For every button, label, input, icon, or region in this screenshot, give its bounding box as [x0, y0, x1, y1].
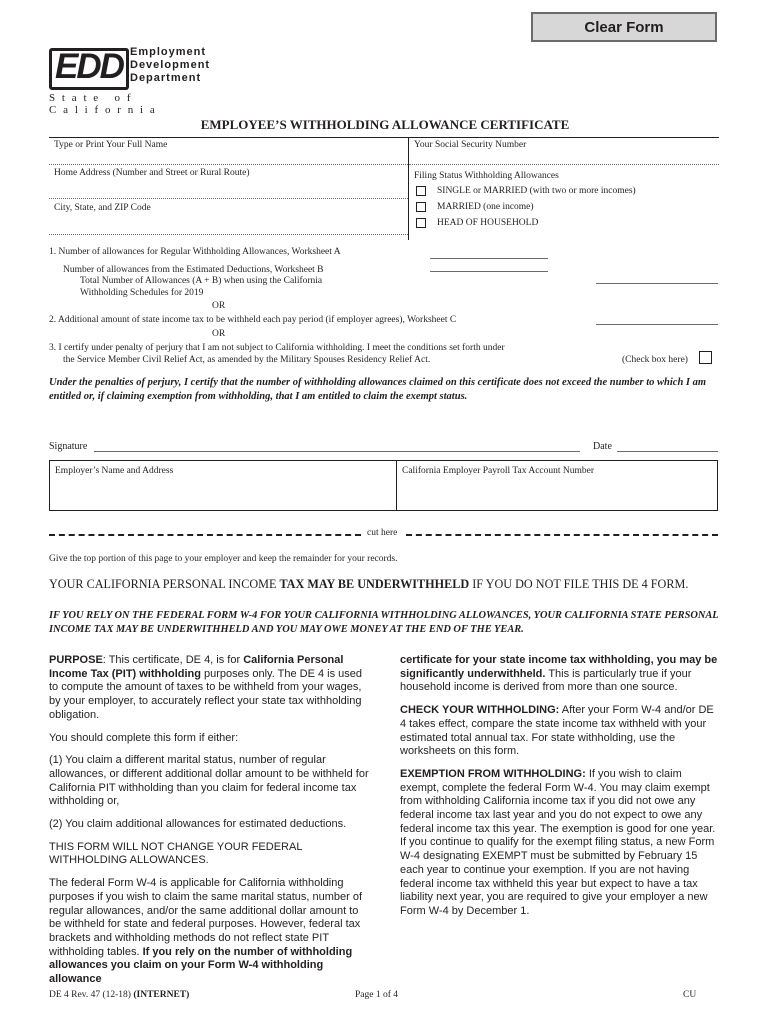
federal-text: The federal Form W-4 is applicable for California withholding purposes if you wish to claim the same marital status, number of regular allowances, and/or the same additional dollar amount to be withheld for state and federal purposes. However, federal tax brackets and withholding methods do not reflect state PIT withholding tables.	[49, 877, 363, 958]
give-top-note: Give the top portion of this page to your employer and keep the remainder for your records.	[49, 554, 398, 564]
exemption-paragraph	[400, 768, 722, 919]
employer-name-input[interactable]	[55, 480, 391, 506]
form-id-internet: (INTERNET)	[133, 990, 190, 1000]
ssn-label: Your Social Security Number	[414, 140, 527, 150]
head-of-household-checkbox[interactable]	[416, 218, 426, 228]
form-id	[49, 990, 189, 1000]
form-id-text: DE 4 Rev. 47 (12-18)	[49, 990, 134, 1000]
purpose-bold-1: California Personal Income Tax (PIT) withholding	[49, 654, 344, 680]
cut-line-right	[406, 534, 718, 536]
perjury-statement: Under the penalties of perjury, I certify that the number of withholding allowances claimed on this certificate does not exceed the number to which I am entitled or, if claiming exemption from withholding, that I am entitled to claim the exempt status.	[49, 377, 707, 402]
full-name-input[interactable]	[54, 152, 404, 163]
line3-label: 3. I certify under penalty of perjury that I am not subject to California withholding. I meet the conditions set forth under	[49, 343, 505, 353]
headline-text-bold: TAX MAY BE UNDERWITHHELD	[279, 577, 470, 591]
instructions-right-column	[400, 654, 722, 928]
complete-if: You should complete this form if either:	[49, 731, 239, 744]
instructions-left-column	[49, 654, 369, 996]
check-withholding-paragraph	[400, 704, 722, 759]
filing-option-single: SINGLE or MARRIED (with two or more incomes)	[437, 186, 636, 196]
underwithheld-text: This is particularly true if your household income is derived from more than one source.	[400, 667, 692, 694]
clear-form-button[interactable]: Clear Form	[531, 12, 717, 42]
federal-w4-warning: IF YOU RELY ON THE FEDERAL FORM W-4 FOR YOUR CALIFORNIA WITHHOLDING ALLOWANCES, YOUR CALIFORNIA STATE PERSONAL INCOME TAX MAY BE UNDERWITHHELD AND YOU MAY OWE MONEY AT THE END OF THE YEAR.	[49, 610, 719, 635]
line1c-label-2: Withholding Schedules for 2019	[80, 288, 204, 298]
page-title: EMPLOYEE’S WITHHOLDING ALLOWANCE CERTIFICATE	[200, 117, 570, 132]
signature-input[interactable]	[94, 451, 580, 452]
edd-logo	[49, 46, 214, 116]
payroll-account-label: California Employer Payroll Tax Account Number	[402, 466, 595, 476]
line3-label-2: the Service Member Civil Relief Act, as amended by the Military Spouses Residency Relief Act.	[63, 355, 431, 365]
logo-line-employment: Employment	[130, 46, 207, 58]
check-withholding-text: After your Form W-4 and/or DE 4 takes effect, compare the state income tax withheld with your estimated total annual tax. For state withholding, use the worksheets on this form.	[400, 704, 714, 758]
federal-bold: If you rely on the number of withholding allowances you claim on your Form W-4 withholding allowance	[49, 945, 353, 986]
line1b-label: Number of allowances from the Estimated Deductions, Worksheet B	[63, 265, 324, 275]
city-input[interactable]	[54, 216, 404, 230]
form-divider	[408, 137, 409, 240]
logo-line-development: Development	[130, 59, 211, 71]
reason-2: (2) You claim additional allowances for estimated deductions.	[49, 818, 347, 831]
purpose-text-1: : This certificate, DE 4, is for	[102, 654, 244, 666]
underwithheld-paragraph	[400, 654, 722, 695]
employer-box-divider	[396, 460, 397, 511]
name-field-rule	[49, 164, 408, 165]
date-label: Date	[593, 441, 612, 452]
exemption-label: EXEMPTION FROM WITHHOLDING:	[400, 767, 586, 780]
check-box-here-label: (Check box here)	[622, 355, 688, 365]
home-address-input[interactable]	[54, 181, 404, 195]
ssn-field-rule	[409, 164, 719, 165]
payroll-account-input[interactable]	[402, 480, 713, 506]
signature-label: Signature	[49, 441, 88, 452]
full-name-label: Type or Print Your Full Name	[54, 140, 168, 150]
edd-logo-text: EDD	[55, 47, 123, 86]
ssn-input[interactable]	[414, 152, 714, 163]
line1c-label: Total Number of Allowances (A + B) when using the California	[80, 276, 323, 286]
line2-input[interactable]	[596, 324, 718, 325]
line1-input[interactable]	[430, 258, 548, 259]
line1-label: 1. Number of allowances for Regular Withholding Allowances, Worksheet A	[49, 247, 341, 257]
city-field-rule	[49, 234, 408, 235]
cut-line-left	[49, 534, 361, 536]
employer-name-label: Employer’s Name and Address	[55, 466, 174, 476]
filing-option-married: MARRIED (one income)	[437, 202, 534, 212]
logo-line-department: Department	[130, 72, 202, 84]
married-one-income-checkbox[interactable]	[416, 202, 426, 212]
cut-here-label: cut here	[367, 528, 398, 538]
city-label: City, State, and ZIP Code	[54, 203, 151, 213]
filing-option-head: HEAD OF HOUSEHOLD	[437, 218, 539, 228]
purpose-label: PURPOSE	[49, 654, 103, 666]
line1c-input[interactable]	[596, 283, 718, 284]
address-field-rule	[49, 198, 408, 199]
or-separator-2: OR	[212, 329, 226, 339]
home-address-label: Home Address (Number and Street or Rural Route)	[54, 168, 250, 178]
no-change-note: THIS FORM WILL NOT CHANGE YOUR FEDERAL WITHHOLDING ALLOWANCES.	[49, 840, 303, 867]
purpose-paragraph	[49, 654, 369, 723]
exempt-checkbox[interactable]	[699, 351, 712, 364]
page-number: Page 1 of 4	[355, 990, 399, 1000]
headline-text-1: YOUR CALIFORNIA PERSONAL INCOME	[49, 577, 280, 591]
footer-code: CU	[683, 990, 697, 1000]
single-married-checkbox[interactable]	[416, 186, 426, 196]
purpose-text-2: purposes only. The DE 4 is used to compute the amount of taxes to be withheld from your wages, by your employer, to accurately reflect your state tax withholding obligation.	[49, 667, 362, 721]
underwithheld-bold: certificate for your state income tax withholding, you may be significantly underwithheld.	[400, 654, 718, 680]
federal-w4-paragraph	[49, 877, 369, 987]
filing-status-label: Filing Status Withholding Allowances	[414, 171, 559, 181]
headline-text-2: IF YOU DO NOT FILE THIS DE 4 FORM.	[469, 577, 689, 591]
check-withholding-label: CHECK YOUR WITHHOLDING:	[400, 704, 560, 717]
exemption-text: If you wish to claim exempt, complete the federal Form W-4. You may claim exempt from withholding California income tax if you did not owe any federal income tax last year and you do not expect to owe any federal income tax this year. The exemption is good for one year. If you continue to qualify for the exempt filing status, a new Form W-4 designating EXEMPT must be submitted by February 15 each year to continue your exemption. If you are not having federal income tax withheld this year but expect to have a tax liability next year, you are required to give your employer a new Form W-4 by December 1.	[400, 767, 716, 917]
form-top-rule	[49, 137, 719, 138]
line2-label: 2. Additional amount of state income tax to be withheld each pay period (if employer agrees), Worksheet C	[49, 315, 457, 325]
logo-state: State of California	[49, 92, 162, 116]
line1b-input[interactable]	[430, 271, 548, 272]
date-input[interactable]	[617, 451, 718, 452]
or-separator-1: OR	[212, 301, 226, 311]
underwithheld-headline	[49, 577, 688, 592]
reason-1: (1) You claim a different marital status, number of regular allowances, or different additional dollar amount to be withheld for California PIT withholding than you claim for federal income tax withholding or,	[49, 754, 369, 808]
